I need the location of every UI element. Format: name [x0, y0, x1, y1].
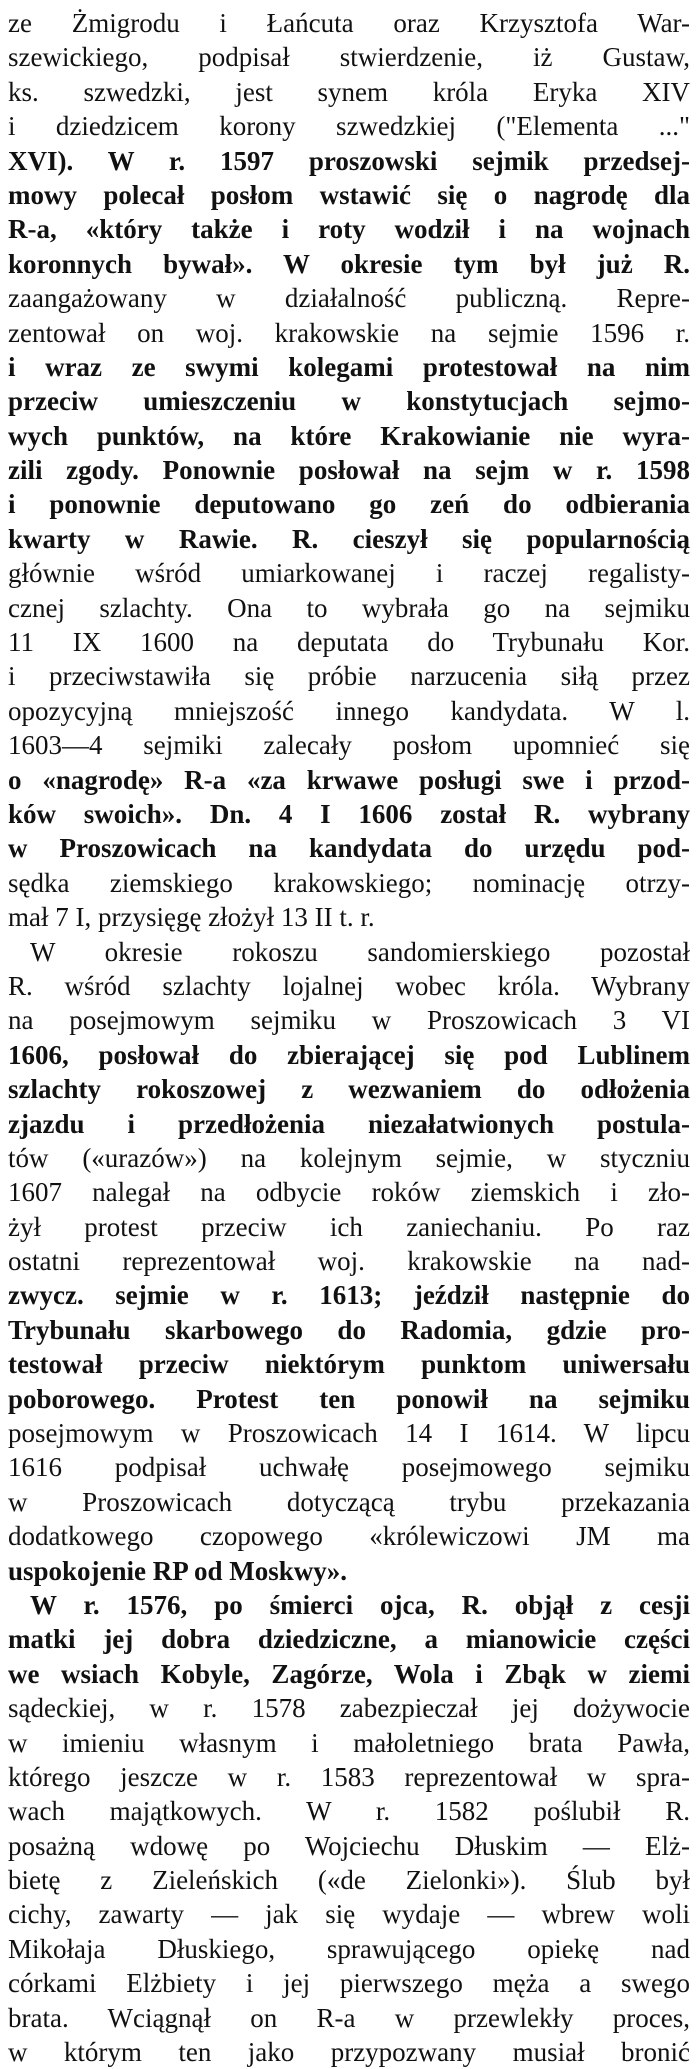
text-line: i przeciwstawiła się próbie narzucenia siłą przez [8, 661, 690, 692]
text-line: córkami Elżbiety i jej pierwszego męża a swego [8, 1968, 690, 1999]
text-line: wych punktów, na które Krakowianie nie wyra- [8, 420, 690, 451]
text-line: mał 7 I, przysięgę złożył 13 II t. r. [8, 902, 375, 933]
text-line: i wraz ze swymi kolegami protestował na nim [8, 351, 690, 382]
text-line: zwycz. sejmie w r. 1613; jeździł następnie do [8, 1280, 690, 1311]
text-line: kwarty w Rawie. R. cieszył się popularnością [8, 523, 690, 554]
text-line: koronnych bywał». W okresie tym był już R. [8, 248, 690, 279]
text-line: 1616 podpisał uchwałę posejmowego sejmiku [8, 1452, 690, 1483]
text-line: szlachty rokoszowej z wezwaniem do odłożenia [8, 1074, 690, 1105]
text-line: w imieniu własnym i małoletniego brata Pawła, [8, 1727, 690, 1758]
text-line: posażną wdowę po Wojciechu Dłuskim — Elż- [8, 1830, 690, 1861]
text-line: W r. 1576, po śmierci ojca, R. objął z cesji [30, 1589, 690, 1620]
text-line: we wsiach Kobyle, Zagórze, Wola i Zbąk w ziemi [8, 1658, 690, 1689]
text-line: sądeckiej, w r. 1578 zabezpieczał jej dożywocie [8, 1693, 690, 1724]
text-line: mowy polecał posłom wstawić się o nagrodę dla [8, 179, 690, 210]
text-line: dodatkowego czopowego «królewiczowi JM ma [8, 1521, 690, 1552]
text-line: bietę z Zieleńskich («de Zielonki»). Ślub był [8, 1865, 690, 1896]
text-line: wach majątkowych. W r. 1582 poślubił R. [8, 1796, 690, 1827]
text-line: zentował on woj. krakowskie na sejmie 1596 r. [8, 317, 690, 348]
text-line: tów («urazów») na kolejnym sejmie, w styczniu [8, 1142, 690, 1173]
text-line: uspokojenie RP od Moskwy». [8, 1555, 348, 1586]
text-line: i ponownie deputowano go zeń do odbierania [8, 489, 690, 520]
text-line: zili zgody. Ponownie posłował na sejm w r. 1598 [8, 455, 690, 486]
text-line: zjazdu i przedłożenia niezałatwionych postula- [8, 1108, 690, 1139]
text-line: w Proszowicach dotyczącą trybu przekazania [8, 1486, 690, 1517]
text-line: poborowego. Protest ten ponowił na sejmiku [8, 1383, 690, 1414]
text-line: cichy, zawarty — jak się wydaje — wbrew woli [8, 1899, 690, 1930]
text-line: ks. szwedzki, jest synem króla Eryka XIV [8, 76, 690, 107]
text-line: posejmowym w Proszowicach 14 I 1614. W lipcu [8, 1418, 690, 1449]
text-line: głównie wśród umiarkowanej i raczej regalisty- [8, 558, 690, 589]
text-line: 11 IX 1600 na deputata do Trybunału Kor. [8, 627, 690, 658]
text-line: na posejmowym sejmiku w Proszowicach 3 VI [8, 1005, 690, 1036]
text-line: o «nagrodę» R-a «za krwawe posługi swe i przod- [8, 764, 690, 795]
text-line: testował przeciw niektórym punktom uniwersału [8, 1349, 690, 1380]
text-line: ków swoich». Dn. 4 I 1606 został R. wybrany [8, 798, 690, 829]
text-line: matki jej dobra dziedziczne, a mianowicie części [8, 1624, 690, 1655]
text-line: przeciw umieszczeniu w konstytucjach sejmo- [8, 386, 690, 417]
text-line: w którym ten jako przypozwany musiał bronić [8, 2037, 690, 2068]
text-line: XVI). W r. 1597 proszowski sejmik przedsej- [8, 145, 690, 176]
text-line: 1603—4 sejmiki zalecały posłom upomnieć się [8, 730, 690, 761]
text-column [8, 6, 690, 2069]
text-line: opozycyjną mniejszość innego kandydata. W l. [8, 695, 690, 726]
text-line: ze Żmigrodu i Łańcuta oraz Krzysztofa War- [8, 8, 690, 38]
text-line: zaangażowany w działalność publiczną. Repre- [8, 283, 690, 314]
text-line: ostatni reprezentował woj. krakowskie na nad- [8, 1246, 690, 1277]
text-line: sędka ziemskiego krakowskiego; nominację otrzy- [8, 867, 690, 898]
text-line: Mikołaja Dłuskiego, sprawującego opiekę nad [8, 1933, 690, 1964]
text-line: którego jeszcze w r. 1583 reprezentował w spra- [8, 1761, 690, 1792]
text-line: brata. Wciągnął on R-a w przewlekły proces, [8, 2002, 690, 2033]
text-line: 1607 nalegał na odbycie roków ziemskich i zło- [8, 1177, 690, 1208]
text-line: i dziedzicem korony szwedzkiej ("Elementa ..." [8, 111, 690, 142]
text-line: Trybunału skarbowego do Radomia, gdzie pro- [8, 1314, 690, 1345]
text-line: R-a, «który także i roty wodził i na wojnach [8, 214, 690, 245]
text-line: w Proszowicach na kandydata do urzędu pod- [8, 833, 690, 864]
text-line: W okresie rokoszu sandomierskiego pozostał [30, 936, 690, 967]
text-line: R. wśród szlachty lojalnej wobec króla. Wybrany [8, 970, 690, 1001]
text-line: żył protest przeciw ich zaniechaniu. Po raz [8, 1211, 690, 1242]
text-line: szewickiego, podpisał stwierdzenie, iż Gustaw, [8, 42, 690, 73]
text-line: cznej szlachty. Ona to wybrała go na sejmiku [8, 592, 690, 623]
text-line: 1606, posłował do zbierającej się pod Lublinem [8, 1039, 690, 1070]
